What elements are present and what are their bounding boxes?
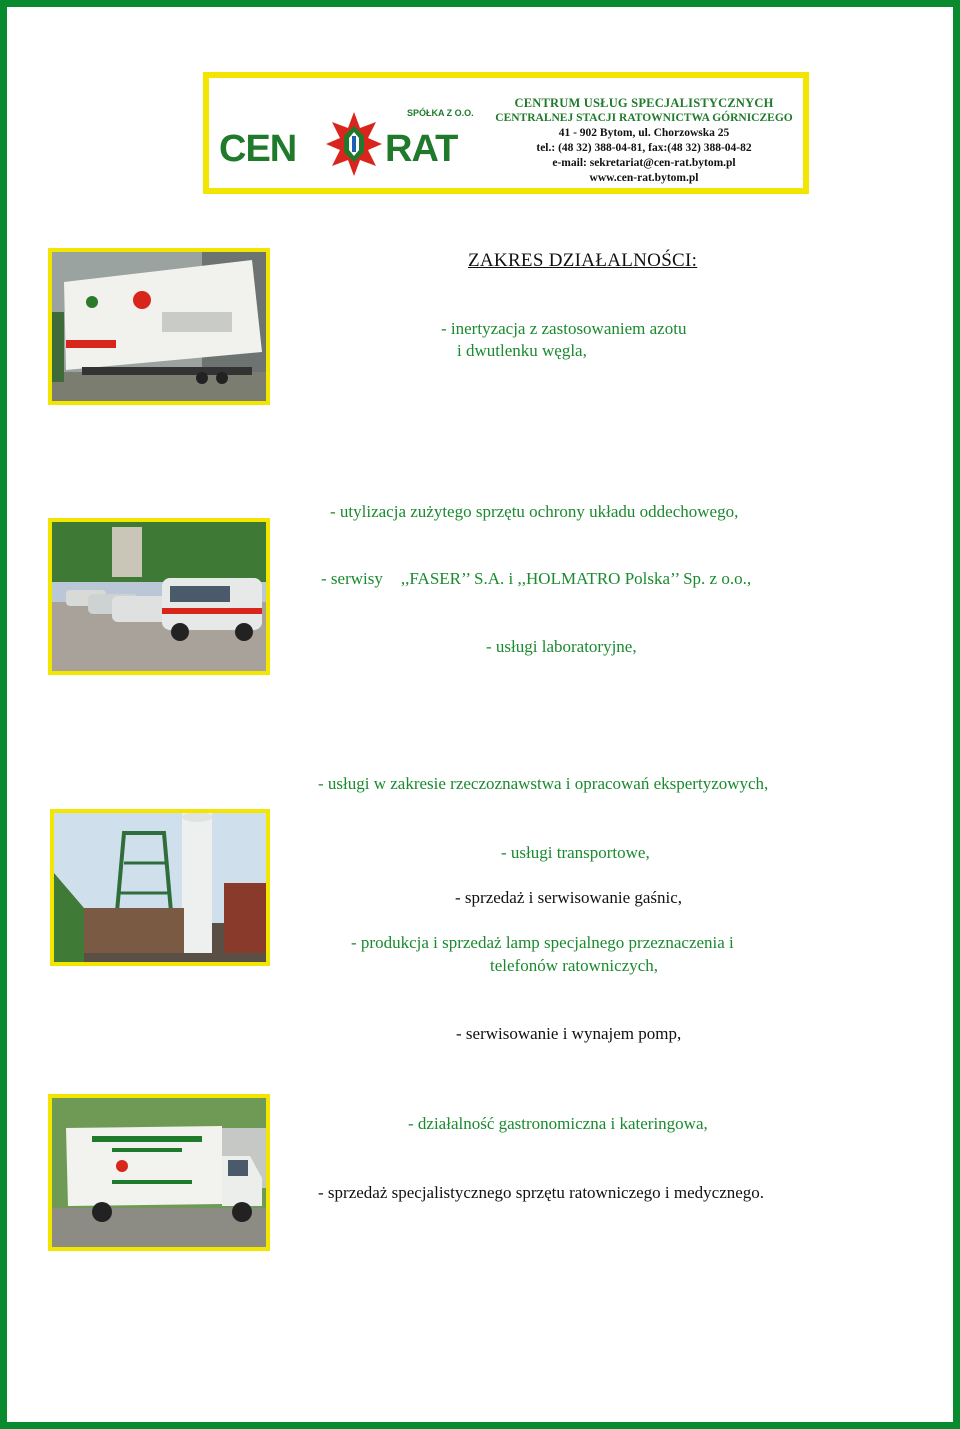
- service-item-expertise: - usługi w zakresie rzeczoznawstwa i opracowań ekspertyzowych,: [318, 774, 769, 793]
- photo-delivery-truck: [48, 1094, 270, 1251]
- service-item-utilization: - utylizacja zużytego sprzętu ochrony układu oddechowego,: [330, 502, 739, 521]
- service-item-servicing: [321, 568, 751, 590]
- delivery-truck-photo-icon: [52, 1098, 266, 1247]
- company-banner: [203, 72, 809, 194]
- logo-text-left: CEN: [219, 128, 297, 170]
- service-item-inertization-line2: i dwutlenku węgla,: [457, 341, 587, 360]
- banner-phone-fax: tel.: (48 32) 388-04-81, fax:(48 32) 388-04-82: [536, 142, 752, 154]
- banner-address: 41 - 902 Bytom, ul. Chorzowska 25: [558, 127, 730, 139]
- photo-rescue-cars: [48, 518, 270, 675]
- banner-email: e-mail: sekretariat@cen-rat.bytom.pl: [552, 157, 736, 169]
- service-item-pumps: - serwisowanie i wynajem pomp,: [456, 1024, 682, 1043]
- banner-line-2: CENTRALNEJ STACJI RATOWNICTWA GÓRNICZEGO: [495, 112, 793, 124]
- truck-trailer-photo-icon: [52, 252, 266, 401]
- banner-website: www.cen-rat.bytom.pl: [589, 172, 699, 184]
- rescue-cars-photo-icon: [52, 522, 266, 671]
- service-item-medical-equipment: - sprzedaż specjalistycznego sprzętu ratowniczego i medycznego.: [318, 1183, 765, 1202]
- service-item-extinguishers: - sprzedaż i serwisowanie gaśnic,: [455, 888, 683, 907]
- banner-line-1: CENTRUM USŁUG SPECJALISTYCZNYCH: [514, 96, 774, 110]
- section-title: ZAKRES DZIAŁALNOŚCI:: [468, 250, 698, 271]
- photo-trailer: [48, 248, 270, 405]
- service-item-inertization-line1: - inertyzacja z zastosowaniem azotu: [441, 319, 687, 338]
- service-item-lamps-line2: telefonów ratowniczych,: [490, 956, 659, 975]
- mine-shaft-tank-photo-icon: [54, 813, 266, 962]
- rescue-cross-emblem-icon: [324, 108, 384, 180]
- service-item-catering: - działalność gastronomiczna i kateringowa,: [408, 1114, 708, 1133]
- photo-mine-shaft: [50, 809, 270, 966]
- banner-contact-block: [479, 96, 809, 186]
- service-item-transport: - usługi transportowe,: [501, 843, 650, 862]
- logo-text-right: RAT: [385, 128, 458, 170]
- service-item-lamps-line1: - produkcja i sprzedaż lamp specjalnego przeznaczenia i: [351, 933, 734, 952]
- service-item-laboratory: - usługi laboratoryjne,: [486, 637, 637, 656]
- service-item-servicing-prefix: - serwisy: [321, 569, 383, 588]
- service-item-servicing-brands: ,,FASER’’ S.A. i ,,HOLMATRO Polska’’ Sp. z o.o.,: [400, 569, 752, 588]
- logo-company-form: SPÓŁKA Z O.O.: [407, 108, 474, 118]
